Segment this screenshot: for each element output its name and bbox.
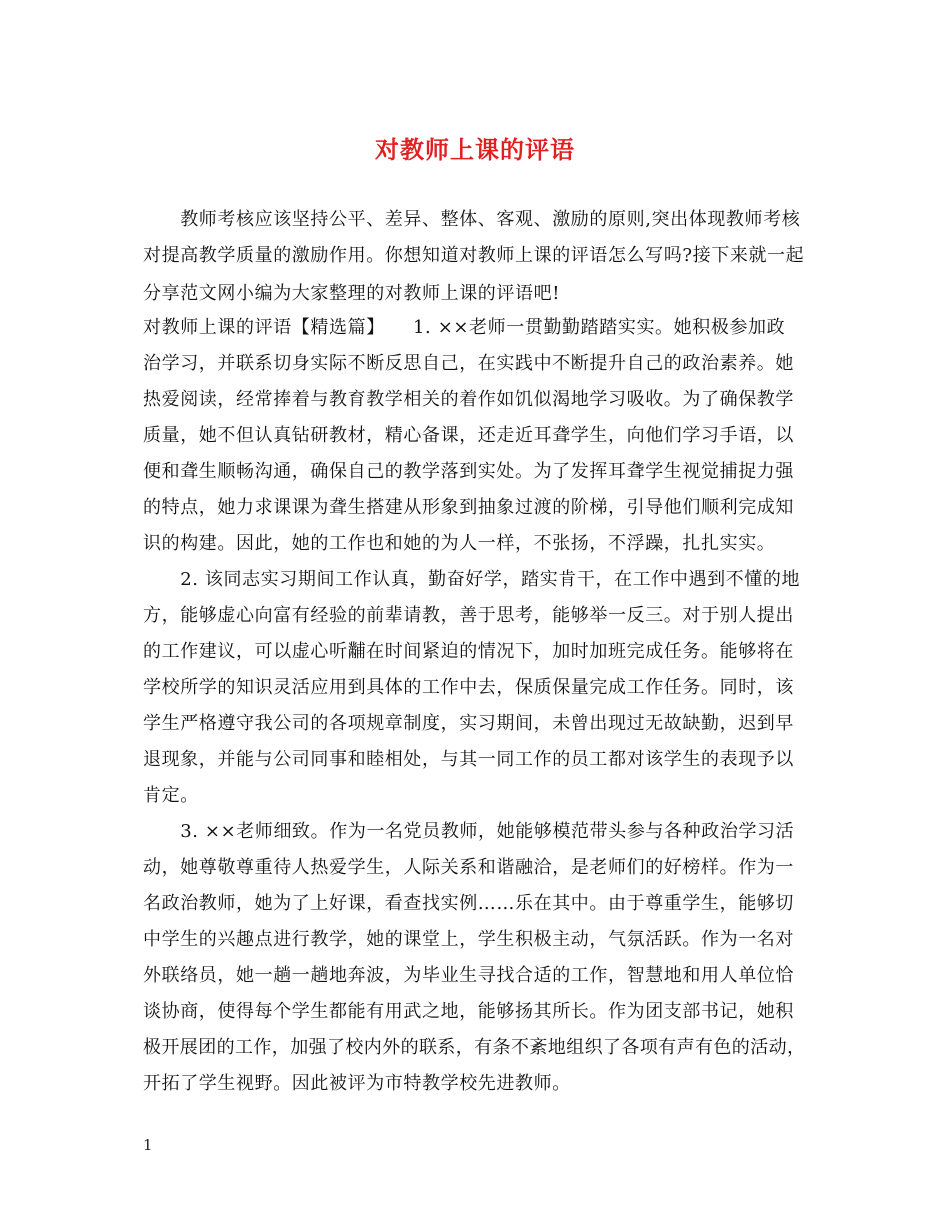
paragraph-line: 对教师上课的评语【精选篇】 1. ××老师一贯勤勤踏踏实实。她积极参加政 — [143, 317, 786, 338]
paragraph-line: 学生严格遵守我公司的各项规章制度，实习期间，未曾出现过无故缺勤，迟到早 — [143, 713, 794, 734]
paragraph-line: 中学生的兴趣点进行教学，她的课堂上，学生积极主动，气氛活跃。作为一名对 — [143, 929, 794, 950]
paragraph-line: 极开展团的工作，加强了校内外的联系，有条不紊地组织了各项有声有色的活动， — [143, 1037, 806, 1058]
paragraph-line: 肯定。 — [143, 785, 199, 806]
paragraph-line: 治学习，并联系切身实际不断反思自己，在实践中不断提升自己的政治素养。她 — [143, 353, 794, 374]
paragraph-line: 退现象，并能与公司同事和睦相处，与其一同工作的员工都对该学生的表现予以 — [143, 749, 794, 770]
paragraph-line: 质量，她不但认真钻研教材，精心备课，还走近耳聋学生，向他们学习手语，以 — [143, 425, 794, 446]
paragraph-line: 学校所学的知识灵活应用到具体的工作中去，保质保量完成工作任务。同时，该 — [143, 677, 794, 698]
paragraph-line: 的工作建议，可以虚心听黼在时间紧迫的情况下，加时加班完成任务。能够将在 — [143, 641, 794, 662]
paragraph-line: 开拓了学生视野。因此被评为市特教学校先进教师。 — [143, 1073, 571, 1094]
paragraph-line: 方，能够虚心向富有经验的前辈请教，善于思考，能够举一反三。对于别人提出 — [143, 605, 794, 626]
paragraph-line: 外联络员，她一趟一趟地奔波，为毕业生寻找合适的工作，智慧地和用人单位恰 — [143, 965, 794, 986]
paragraph-line: 名政治教师，她为了上好课，看查找实例……乐在其中。由于尊重学生，能够切 — [143, 893, 794, 914]
paragraph-line: 识的构建。因此，她的工作也和她的为人一样，不张扬，不浮躁，扎扎实实。 — [143, 533, 776, 554]
document-title: 对教师上课的评语 — [375, 135, 575, 164]
paragraph-line: 2. 该同志实习期间工作认真，勤奋好学，踏实肯干，在工作中遇到不懂的地 — [143, 569, 801, 590]
paragraph-line: 分享范文网小编为大家整理的对教师上课的评语吧! — [143, 283, 561, 304]
paragraph-line: 对提高教学质量的激励作用。你想知道对教师上课的评语怎么写吗?接下来就一起 — [143, 245, 805, 266]
paragraph-line: 的特点，她力求课课为聋生搭建从形象到抽象过渡的阶梯，引导他们顺利完成知 — [143, 497, 794, 518]
paragraph-line: 3. ××老师细致。作为一名党员教师，她能够模范带头参与各种政治学习活 — [143, 821, 795, 842]
page-number: 1 — [143, 1136, 153, 1154]
paragraph-line: 动，她尊敬尊重待人热爱学生，人际关系和谐融洽，是老师们的好榜样。作为一 — [143, 857, 794, 878]
paragraph-line: 便和聋生顺畅沟通，确保自己的教学落到实处。为了发挥耳聋学生视觉捕捉力强 — [143, 461, 794, 482]
paragraph-line: 教师考核应该坚持公平、差异、整体、客观、激励的原则,突出体现教师考核 — [143, 209, 801, 230]
paragraph-line: 谈协商，使得每个学生都能有用武之地，能够扬其所长。作为团支部书记，她积 — [143, 1001, 794, 1022]
paragraph-line: 热爱阅读，经常捧着与教育教学相关的着作如饥似渴地学习吸收。为了确保教学 — [143, 389, 794, 410]
